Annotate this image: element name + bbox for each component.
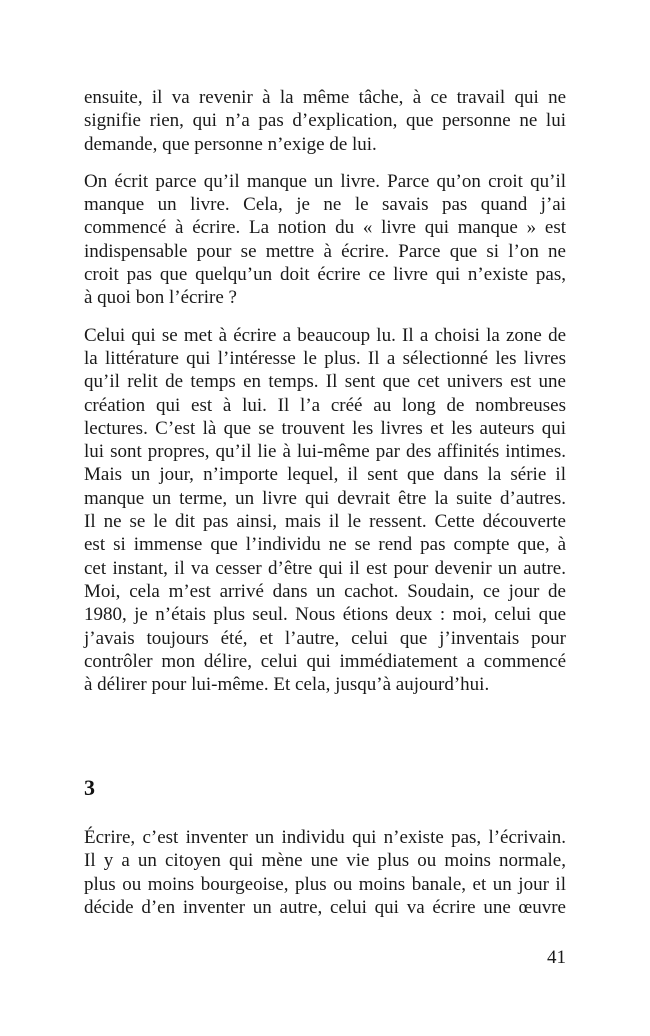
text-line: manque un terme, un livre qui devrait être la suite d’autres. [84,487,566,509]
page-body [84,86,566,710]
text-line: Il ne se le dit pas ainsi, mais il le ressent. Cette découverte [84,511,566,533]
text-line: Écrire, c’est inventer un individu qui n’existe pas, l’écrivain. [84,827,566,848]
text-line: cet instant, il va cesser d’être qui il est pour devenir un autre. [84,557,566,579]
text-line: demande, que personne n’exige de lui. [84,133,377,155]
section-3-paragraph [84,826,566,919]
text-line: Celui qui se met à écrire a beaucoup lu. Il a choisi la zone de [84,324,566,346]
text-line: Mais un jour, n’importe lequel, il sent que dans la série il [84,464,566,486]
text-line: j’avais toujours été, et l’autre, celui que j’inventais pour [84,627,566,649]
paragraph-2 [84,170,566,310]
text-line: décide d’en inventer un autre, celui qui va écrire une œuvre [84,896,566,918]
text-line: manque un livre. Cela, je ne le savais pas quand j’ai [84,194,566,216]
text-line: lui sont propres, qu’il lie à lui-même par des affinités intimes. [84,441,566,463]
page-number: 41 [547,947,566,968]
text-line: Moi, cela m’est arrivé dans un cachot. Soudain, ce jour de [84,580,566,602]
text-line: lectures. C’est là que se trouvent les livres et les auteurs qui [84,417,566,439]
text-line: ensuite, il va revenir à la même tâche, à ce travail qui ne [84,87,566,108]
text-line: indispensable pour se mettre à écrire. Parce que si l’on ne [84,240,566,262]
text-line: qu’il relit de temps en temps. Il sent que cet univers est une [84,371,566,393]
text-line: croit pas que quelqu’un doit écrire ce livre qui n’existe pas, [84,264,566,286]
paragraph-1 [84,86,566,156]
text-line: On écrit parce qu’il manque un livre. Parce qu’on croit qu’il [84,170,566,192]
text-line: à délirer pour lui-même. Et cela, jusqu’à aujourd’hui. [84,674,490,696]
paragraph-3 [84,324,566,697]
text-line: commencé à écrire. La notion du « livre qui manque » est [84,217,566,239]
text-line: est si immense que l’individu ne se rend pas compte que, à [84,534,566,556]
text-line: signifie rien, qui n’a pas d’explication, que personne ne lui [84,110,566,132]
text-line: la littérature qui l’intéresse le plus. Il a sélectionné les livres [84,347,566,369]
text-line: plus ou moins bourgeoise, plus ou moins banale, et un jour il [84,873,566,895]
text-line: contrôler mon délire, celui qui immédiatement a commencé [84,650,566,672]
text-line: 1980, je n’étais plus seul. Nous étions deux : moi, celui que [84,604,566,626]
text-line: création qui est à lui. Il l’a créé au long de nombreuses [84,394,566,416]
text-line: Il y a un citoyen qui mène une vie plus ou moins normale, [84,850,566,872]
text-line: à quoi bon l’écrire ? [84,287,237,309]
section-number-heading: 3 [84,775,95,800]
